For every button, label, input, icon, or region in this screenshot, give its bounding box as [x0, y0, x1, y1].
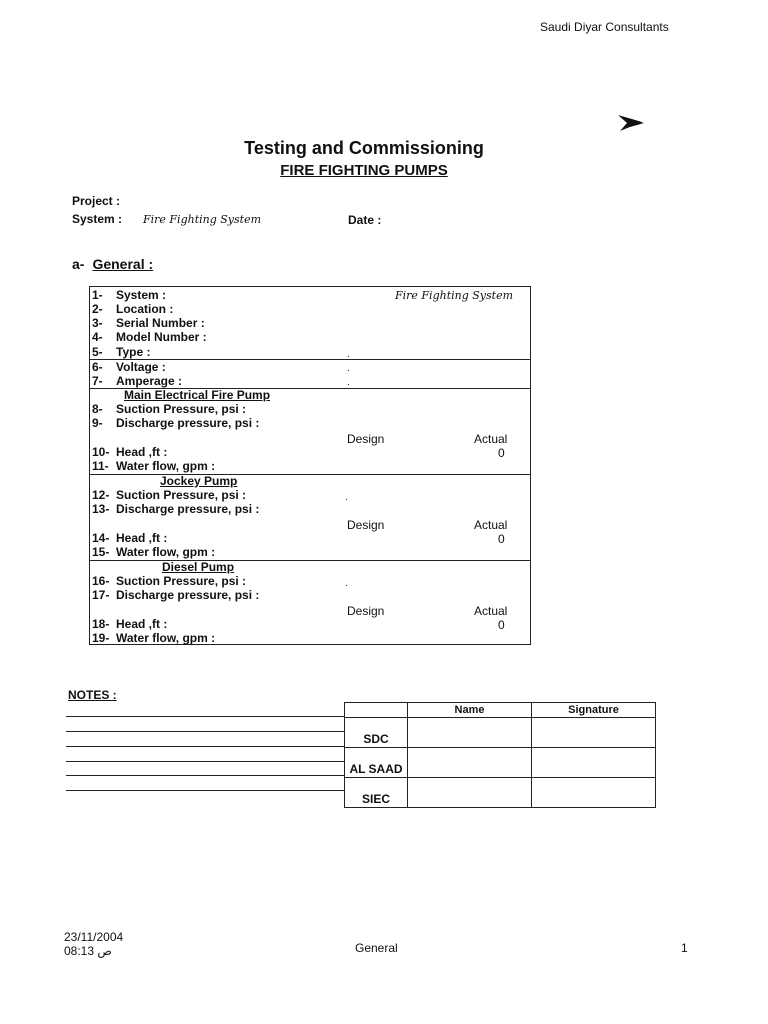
pump-heading-diesel: Diesel Pump — [162, 560, 235, 574]
divider — [90, 474, 530, 475]
table-row: 4- Model Number : — [92, 330, 207, 344]
note-line — [66, 746, 344, 747]
design-column-header: Design — [347, 604, 385, 618]
table-row: 12- Suction Pressure, psi : — [92, 488, 247, 502]
system-value: Fire Fighting System — [143, 213, 262, 226]
notes-label: NOTES : — [68, 688, 117, 702]
signature-cell[interactable] — [532, 718, 656, 748]
signature-cell[interactable] — [532, 778, 656, 808]
pump-heading-main-electrical: Main Electrical Fire Pump — [124, 388, 271, 402]
table-row: 10- Head ,ft : — [92, 445, 168, 459]
org-siec: SIEC — [345, 778, 408, 808]
signature-column-header: Signature — [532, 703, 656, 718]
note-line — [66, 790, 344, 791]
footer-section: General — [355, 941, 398, 955]
org-sdc: SDC — [345, 718, 408, 748]
head-actual-value: 0 — [498, 446, 505, 460]
section-title: General : — [92, 256, 154, 272]
project-label: Project : — [72, 194, 121, 208]
table-row: 17- Discharge pressure, psi : — [92, 588, 260, 602]
general-system-value: Fire Fighting System — [395, 289, 514, 302]
table-row: 16- Suction Pressure, psi : — [92, 574, 247, 588]
table-row: 5- Type : — [92, 345, 151, 359]
system-label: System : — [72, 212, 123, 226]
table-row: 6- Voltage : — [92, 360, 166, 374]
table-row: 15- Water flow, gpm : — [92, 545, 216, 559]
document-title: Testing and Commissioning — [244, 138, 484, 158]
company-logo-icon — [616, 112, 646, 134]
divider — [90, 560, 530, 561]
table-row: 18- Head ,ft : — [92, 617, 168, 631]
footer-date: 23/11/2004 — [64, 930, 124, 944]
name-column-header: Name — [408, 703, 532, 718]
section-prefix: a- — [72, 256, 85, 272]
table-row: 11- Water flow, gpm : — [92, 459, 216, 473]
table-row: 8- Suction Pressure, psi : — [92, 402, 247, 416]
note-line — [66, 731, 344, 732]
design-column-header: Design — [347, 432, 385, 446]
footer-datetime — [64, 930, 123, 958]
name-cell[interactable] — [408, 718, 532, 748]
general-table: 1- System : Fire Fighting System 2- Location : 3- Serial Number : 4- Model Number : 5- Type : . 6- Voltage : . 7- Amperage : . Main Electrical Fire Pump 8- Suction Pressure, psi : 9- Discharge pressure, psi : Design Actual 10- Head ,ft : 0 11- Water flow, gpm : Jockey Pump 12- Suction Pressure, psi : . 13- Discharge pressure, psi : Design Actual 14- Head ,ft : 0 15- Water flow, gpm : Diesel Pump 16- Suction Pressure, psi : . 17- Discharge pressure, psi : Design Actual 18- Head ,ft : 0 19- Water flow, gpm : — [89, 286, 531, 645]
actual-column-header: Actual — [474, 432, 508, 446]
section-heading — [72, 256, 153, 272]
company-name: Saudi Diyar Consultants — [540, 20, 669, 34]
head-actual-value: 0 — [498, 532, 505, 546]
table-row: 19- Water flow, gpm : — [92, 631, 216, 645]
note-line — [66, 716, 344, 717]
page-number: 1 — [681, 941, 688, 955]
table-row: 3- Serial Number : — [92, 316, 205, 330]
name-cell[interactable] — [408, 778, 532, 808]
footer-time: 08:13 ص — [64, 944, 112, 958]
table-row: 13- Discharge pressure, psi : — [92, 502, 260, 516]
table-row: 2- Location : — [92, 302, 174, 316]
actual-column-header: Actual — [474, 604, 508, 618]
pump-heading-jockey: Jockey Pump — [160, 474, 238, 488]
table-row: 1- System : — [92, 288, 167, 302]
note-line — [66, 761, 344, 762]
head-actual-value: 0 — [498, 618, 505, 632]
design-column-header: Design — [347, 518, 385, 532]
signature-cell[interactable] — [532, 748, 656, 778]
date-label: Date : — [348, 213, 382, 227]
actual-column-header: Actual — [474, 518, 508, 532]
table-row: 7- Amperage : — [92, 374, 183, 388]
org-al-saad: AL SAAD — [345, 748, 408, 778]
signature-table — [344, 702, 656, 808]
name-cell[interactable] — [408, 748, 532, 778]
table-row: 9- Discharge pressure, psi : — [92, 416, 260, 430]
note-line — [66, 775, 344, 776]
document-subtitle: FIRE FIGHTING PUMPS — [280, 162, 448, 179]
table-row: 14- Head ,ft : — [92, 531, 168, 545]
